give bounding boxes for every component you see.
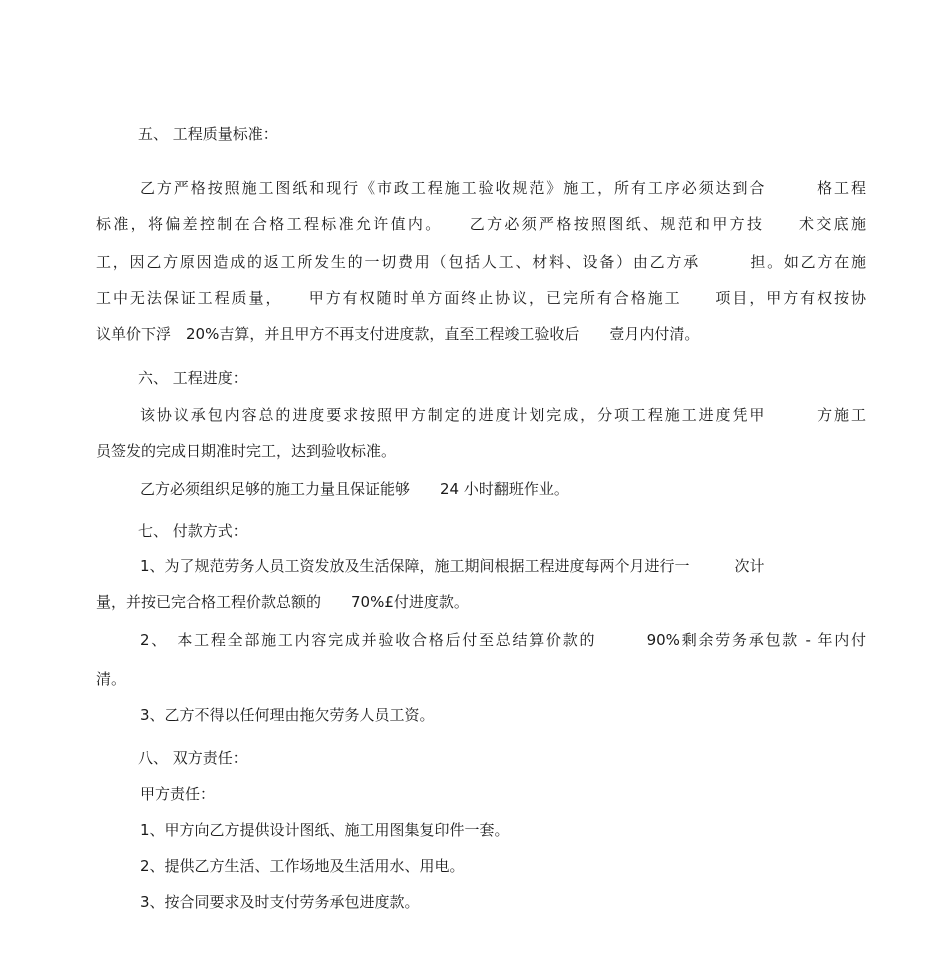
section-heading-responsibilities: 八、 双方责任： <box>138 749 248 767</box>
section-heading-quality: 五、 工程质量标准： <box>138 125 278 143</box>
paragraph-line: 工中无法保证工程质量， 甲方有权随时单方面终止协议，已完所有合格施工 项目，甲方有权按协 <box>96 289 866 307</box>
paragraph-line: 1、为了规范劳务人员工资发放及生活保障，施工期间根据工程进度每两个月进行一 次计 <box>140 557 765 575</box>
list-item: 2、提供乙方生活、工作场地及生活用水、用电。 <box>140 857 465 875</box>
paragraph-line: 乙方严格按照施工图纸和现行《市政工程施工验收规范》施工，所有工序必须达到合 格工程 <box>140 179 866 197</box>
list-item: 3、按合同要求及时支付劳务承包进度款。 <box>140 893 420 911</box>
paragraph-line: 量，并按已完合格工程价款总额的 70%£付进度款。 <box>96 593 469 611</box>
paragraph-line: 2、 本工程全部施工内容完成并验收合格后付至总结算价款的 90%剩余劳务承包款 - 年内付 <box>140 631 866 649</box>
list-item: 1、甲方向乙方提供设计图纸、施工用图集复印件一套。 <box>140 821 510 839</box>
paragraph-line: 该协议承包内容总的进度要求按照甲方制定的进度计划完成，分项工程施工进度凭甲 方施工 <box>140 406 866 424</box>
sub-heading-party-a: 甲方责任： <box>140 785 216 803</box>
paragraph-line: 工，因乙方原因造成的返工所发生的一切费用（包括人工、材料、设备）由乙方承 担。如乙方在施 <box>96 253 866 271</box>
paragraph-line: 乙方必须组织足够的施工力量且保证能够 24 小时翻班作业。 <box>140 480 569 498</box>
paragraph-line: 标准，将偏差控制在合格工程标准允许值内。 乙方必须严格按照图纸、规范和甲方技 术交底施 <box>96 215 866 233</box>
paragraph-line: 员签发的完成日期准时完工，达到验收标准。 <box>96 442 397 460</box>
paragraph-line: 议单价下浮 20%吉算，并且甲方不再支付进度款，直至工程竣工验收后 壹月内付清。 <box>96 325 700 343</box>
section-heading-schedule: 六、 工程进度： <box>138 369 248 387</box>
section-heading-payment: 七、 付款方式： <box>138 522 248 540</box>
paragraph-line: 清。 <box>96 670 127 688</box>
paragraph-line: 3、乙方不得以任何理由拖欠劳务人员工资。 <box>140 706 435 724</box>
